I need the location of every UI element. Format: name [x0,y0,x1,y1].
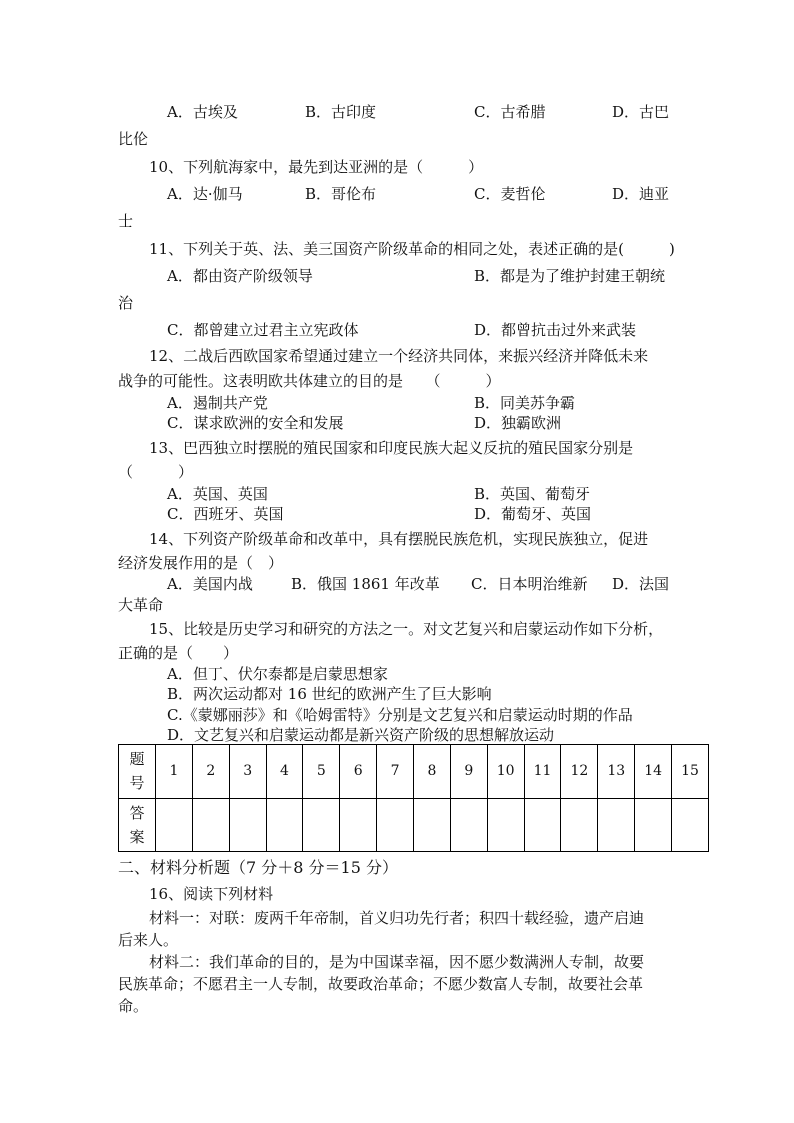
material-1-line2: 后来人。 [118,931,179,949]
answer-cell[interactable] [156,798,193,852]
question-number-cell: 5 [303,745,340,799]
question-number-cell: 11 [524,745,561,799]
answer-cell[interactable] [450,798,487,852]
answer-table-answer-header [119,798,156,852]
material-2-line3: 命。 [118,997,149,1015]
header-char: 题 [129,750,145,769]
question-number-cell: 10 [487,745,524,799]
q13-stem-line1: 13、巴西独立时摆脱的殖民国家和印度民族大起义反抗的殖民国家分别是 [149,439,634,457]
q15-option-b: B．两次运动都对 16 世纪的欧洲产生了巨大影响 [167,685,492,703]
section-2-title: 二、材料分析题（7 分＋8 分＝15 分） [118,858,398,877]
q12-option-b: B．同美苏争霸 [474,394,576,412]
answer-cell[interactable] [377,798,414,852]
answer-cell[interactable] [266,798,303,852]
q9-option-c: C．古希腊 [474,103,546,121]
q10-option-d-continued: 士 [118,212,134,230]
q12-option-d: D．独霸欧洲 [474,414,562,432]
answer-cell[interactable] [229,798,266,852]
question-number-cell: 4 [266,745,303,799]
material-2-line2: 民族革命；不愿君主一人专制，故要政治革命；不愿少数富人专制，故要社会革 [118,975,644,993]
q15-option-d: D．文艺复兴和启蒙运动都是新兴资产阶级的思想解放运动 [167,726,555,744]
q15-option-c: C.《蒙娜丽莎》和《哈姆雷特》分别是文艺复兴和启蒙运动时期的作品 [167,706,633,724]
q12-option-c: C．谋求欧洲的安全和发展 [167,414,344,432]
answer-cell[interactable] [303,798,340,852]
answer-cell[interactable] [672,798,709,852]
q11-option-b-continued: 治 [118,294,134,312]
q15-stem-line2: 正确的是（ ） [118,644,239,662]
q14-option-c: C．日本明治维新 [471,575,588,593]
q13-option-d: D．葡萄牙、英国 [474,505,592,523]
q13-stem-line2: （ ） [118,463,194,481]
answer-cell[interactable] [561,798,598,852]
q12-stem-line2: 战争的可能性。这表明欧共体建立的目的是 （ ） [118,372,501,390]
q14-option-d: D．法国 [612,575,670,593]
answer-cell[interactable] [524,798,561,852]
question-number-cell: 3 [229,745,266,799]
answer-table [118,744,709,852]
q10-option-c: C．麦哲伦 [474,185,546,203]
q10-option-d: D．迪亚 [612,185,670,203]
q11-option-c: C．都曾建立过君主立宪政体 [167,321,359,339]
question-number-cell: 8 [414,745,451,799]
answer-cell[interactable] [598,798,635,852]
question-number-cell: 13 [598,745,635,799]
answer-cell[interactable] [635,798,672,852]
header-char: 案 [129,827,145,846]
question-number-cell: 15 [672,745,709,799]
answer-cell[interactable] [487,798,524,852]
q16-stem: 16、阅读下列材料 [149,885,274,903]
question-number-cell: 1 [156,745,193,799]
material-1-line1: 材料一：对联：废两千年帝制，首义归功先行者；积四十载经验，遗产启迪 [149,909,645,927]
q9-option-d: D．古巴 [612,103,670,121]
q14-option-d-continued: 大革命 [118,596,164,614]
q9-option-b: B．古印度 [305,103,377,121]
header-char: 号 [129,774,145,793]
q10-stem: 10、下列航海家中，最先到达亚洲的是（ ） [149,158,484,176]
q13-option-a: A．英国、英国 [167,485,268,503]
answer-table-number-header [119,745,156,799]
q9-option-a: A．古埃及 [167,103,238,121]
question-number-cell: 9 [450,745,487,799]
question-number-cell: 7 [377,745,414,799]
q14-option-a: A．美国内战 [167,575,253,593]
q14-stem-line2: 经济发展作用的是（ ） [118,554,284,572]
q11-option-d: D．都曾抗击过外来武装 [474,321,637,339]
question-number-cell: 6 [340,745,377,799]
question-number-cell: 2 [192,745,229,799]
q11-stem: 11、下列关于英、法、美三国资产阶级革命的相同之处，表述正确的是( ) [149,240,675,258]
answer-cell[interactable] [192,798,229,852]
q11-option-a: A．都由资产阶级领导 [167,267,313,285]
question-number-cell: 14 [635,745,672,799]
q13-option-c: C．西班牙、英国 [167,505,284,523]
q11-option-b: B．都是为了维护封建王朝统 [474,267,666,285]
q10-option-b: B．哥伦布 [305,185,377,203]
q15-stem-line1: 15、比较是历史学习和研究的方法之一。对文艺复兴和启蒙运动作如下分析， [149,620,664,638]
answer-cell[interactable] [414,798,451,852]
header-char: 答 [129,803,145,822]
question-number-cell: 12 [561,745,598,799]
material-2-line1: 材料二：我们革命的目的，是为中国谋幸福，因不愿少数满洲人专制，故要 [149,953,645,971]
q14-stem-line1: 14、下列资产阶级革命和改革中，具有摆脱民族危机，实现民族独立，促进 [149,530,649,548]
q10-option-a: A．达·伽马 [167,185,243,203]
q12-stem-line1: 12、二战后西欧国家希望通过建立一个经济共同体，来振兴经济并降低未来 [149,347,649,365]
answer-table-answer-row [119,798,709,852]
q9-option-d-continued: 比伦 [118,130,149,148]
q15-option-a: A．但丁、伏尔泰都是启蒙思想家 [167,665,388,683]
q12-option-a: A．遏制共产党 [167,394,268,412]
answer-cell[interactable] [340,798,377,852]
q13-option-b: B．英国、葡萄牙 [474,485,591,503]
q14-option-b: B．俄国 1861 年改革 [291,575,440,593]
answer-table-number-row [119,745,709,799]
